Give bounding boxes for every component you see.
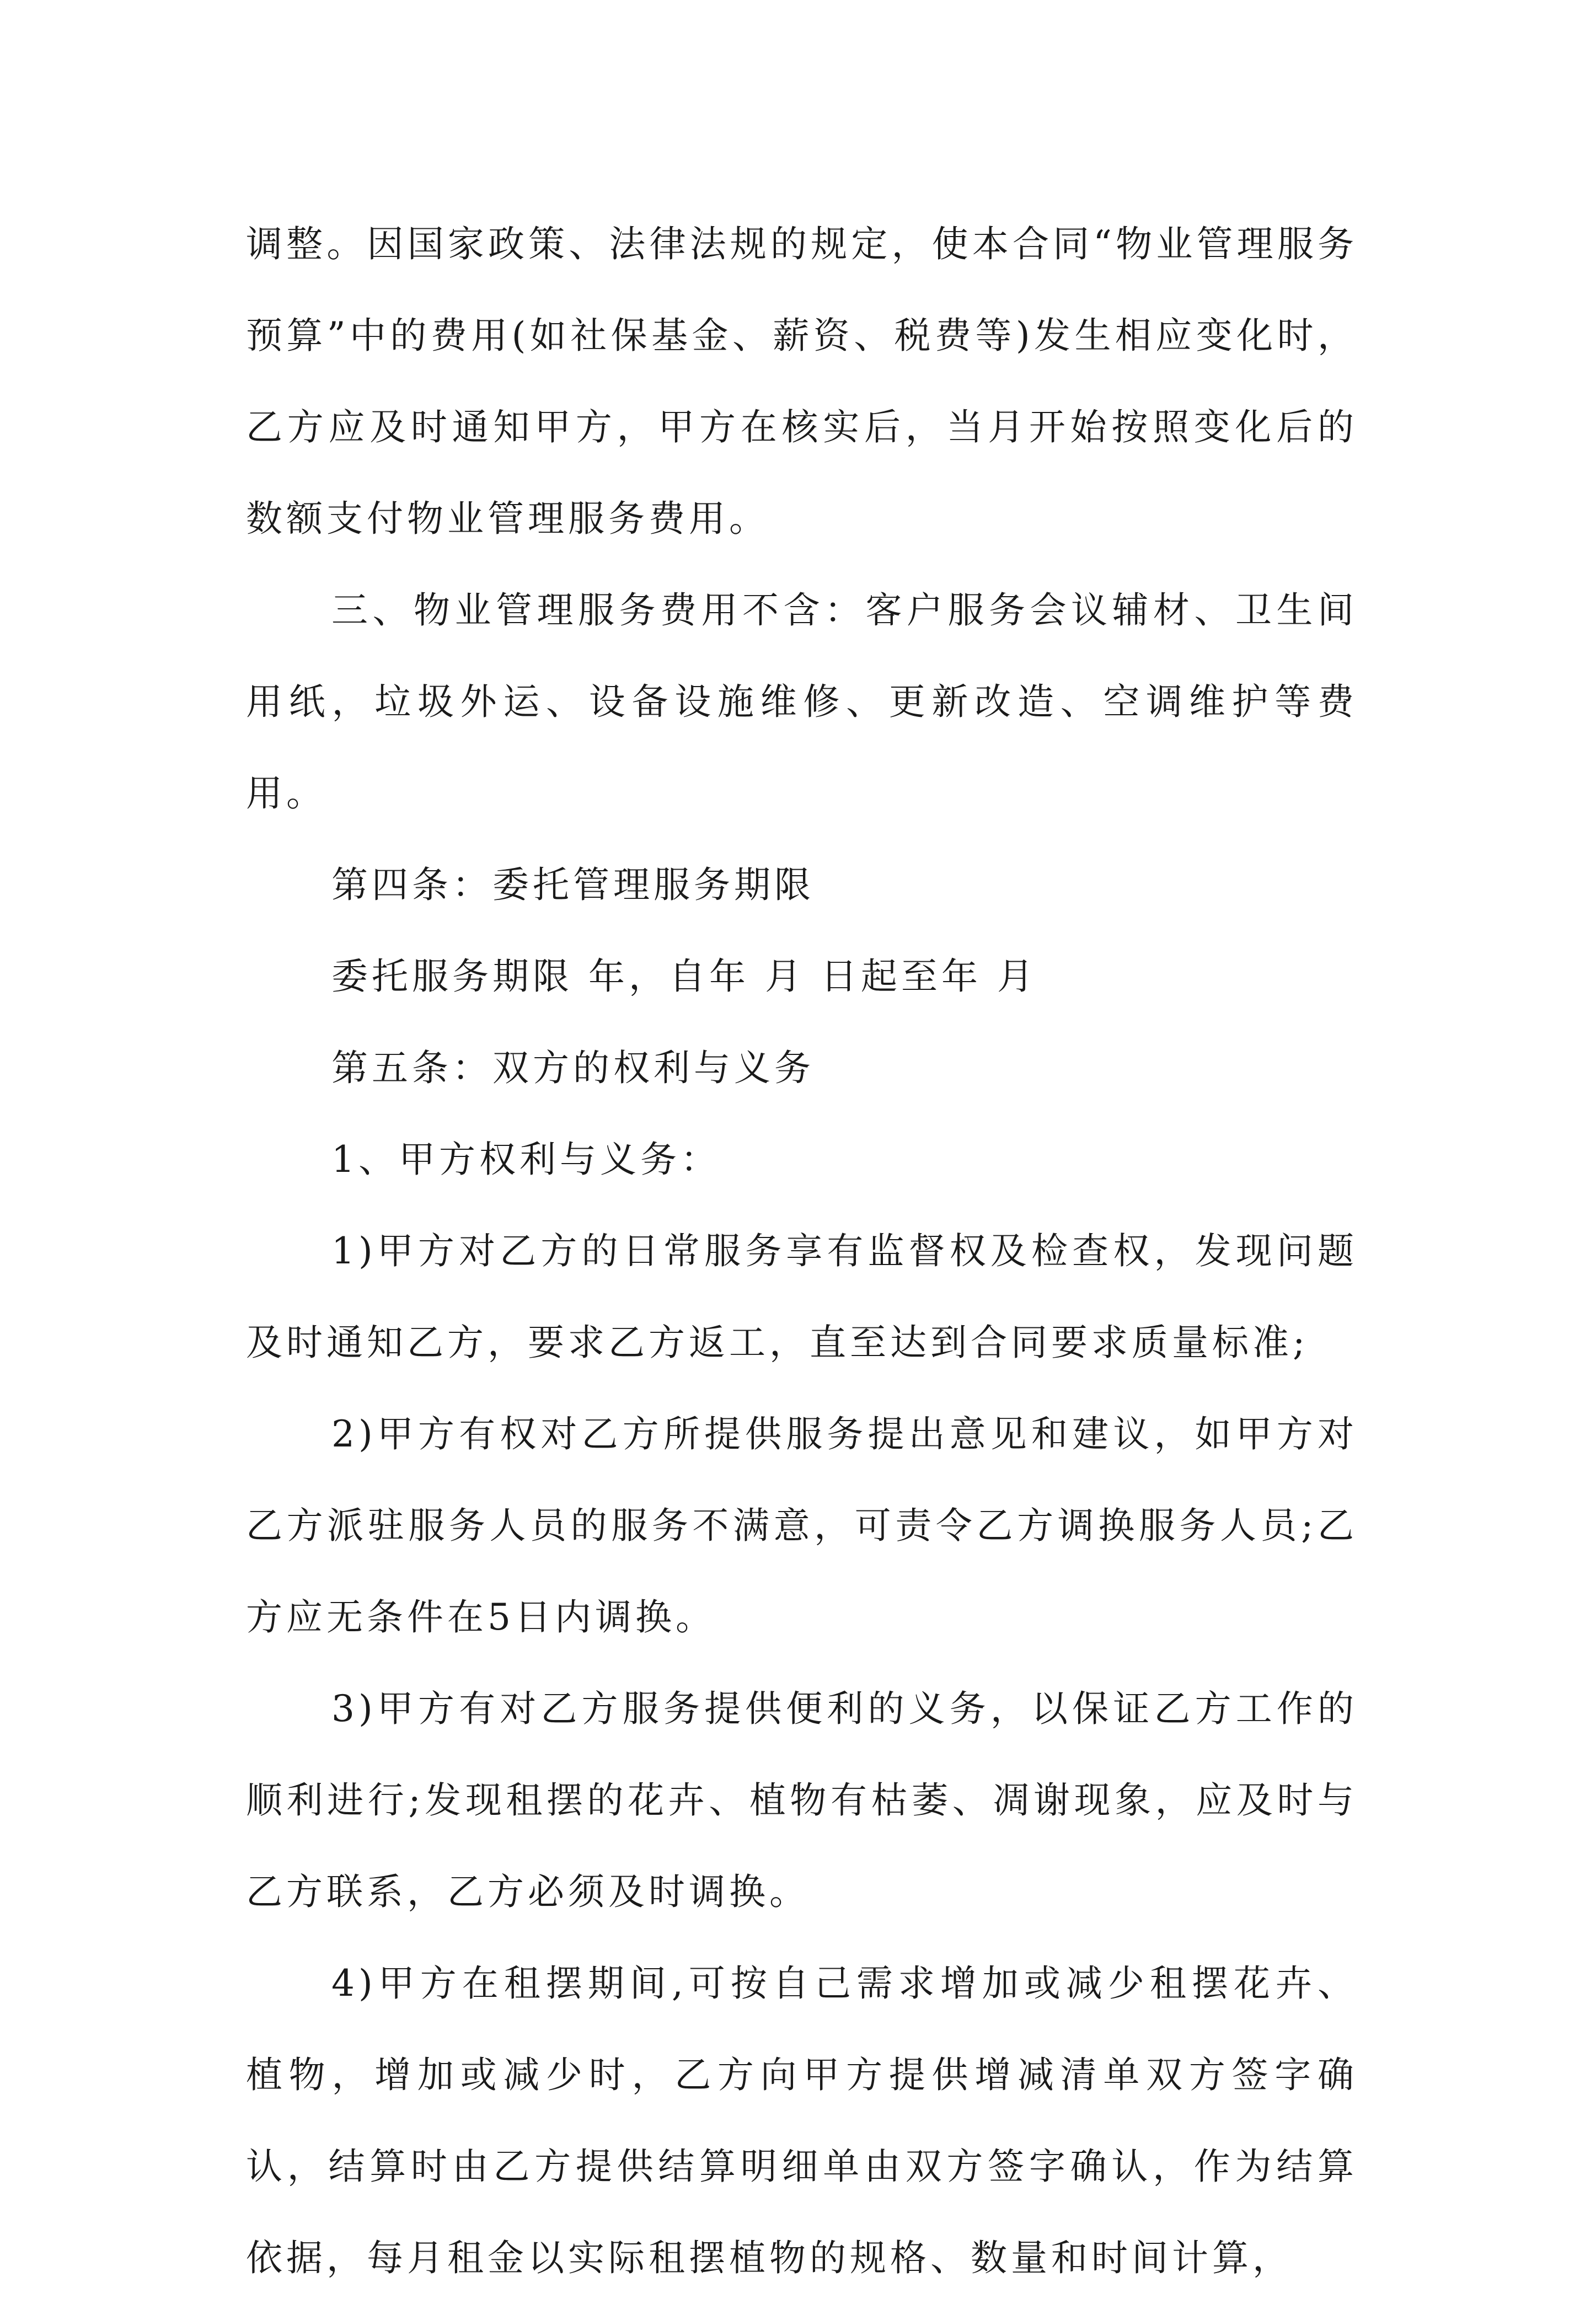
heading-article-five: 第五条：双方的权利与义务 bbox=[331, 1047, 815, 1089]
paragraph-fee-exclusions: 三、物业管理服务费用不含：客户服务会议辅材、卫生间用纸，垃圾外运、设备设施维修、更新改造、空调维护等费用。 bbox=[246, 589, 1358, 815]
paragraph-fee-adjustment: 调整。因国家政策、法律法规的规定，使本合同“物业管理服务预算”中的费用(如社保基金、薪资、税费等)发生相应变化时，乙方应及时通知甲方，甲方在核实后，当月开始按照变化后的数额支付物业管理服务费用。 bbox=[246, 223, 1358, 540]
heading-article-four: 第四条：委托管理服务期限 bbox=[331, 864, 815, 906]
document-body bbox=[246, 199, 1358, 2304]
clause-2-suggestions: 2)甲方有权对乙方所提供服务提出意见和建议，如甲方对乙方派驻服务人员的服务不满意，可责令乙方调换服务人员;乙方应无条件在5日内调换。 bbox=[246, 1413, 1358, 1638]
clause-4-adjust-plants: 4)甲方在租摆期间,可按自己需求增加或减少租摆花卉、植物，增加或减少时，乙方向甲方提供增减清单双方签字确认，结算时由乙方提供结算明细单由双方签字确认，作为结算依据，每月租金以实际租摆植物的规格、数量和时间计算， bbox=[246, 1962, 1358, 2279]
paragraph-service-term: 委托服务期限 年，自年 月 日起至年 月 bbox=[331, 955, 1037, 998]
heading-party-a-rights: 1、甲方权利与义务： bbox=[331, 1138, 721, 1181]
clause-3-facilitation: 3)甲方有对乙方服务提供便利的义务，以保证乙方工作的顺利进行;发现租摆的花卉、植物有枯萎、凋谢现象，应及时与乙方联系，乙方必须及时调换。 bbox=[246, 1687, 1358, 1913]
clause-1-supervision: 1)甲方对乙方的日常服务享有监督权及检查权，发现问题及时通知乙方，要求乙方返工，直至达到合同要求质量标准; bbox=[246, 1230, 1358, 1364]
